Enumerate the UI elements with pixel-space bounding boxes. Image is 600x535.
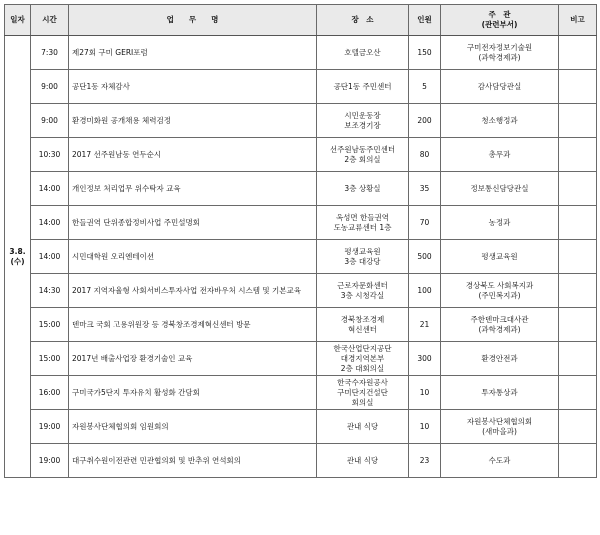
table-row (5, 138, 597, 172)
count-cell: 35 (409, 172, 441, 206)
note-cell (559, 342, 597, 376)
header-title: 업 무 명 (69, 5, 317, 36)
dept-cell (441, 274, 559, 308)
dept-cell (441, 376, 559, 410)
place-cell-line: 3층 대강당 (344, 256, 381, 266)
place-cell (317, 342, 409, 376)
place-cell (317, 376, 409, 410)
dept-cell-line: 감사담당관실 (477, 81, 522, 91)
time-cell: 15:00 (31, 342, 69, 376)
dept-cell-line: 평생교육원 (481, 251, 518, 261)
dept-cell-line: 수도과 (488, 455, 511, 465)
time-cell: 9:00 (31, 70, 69, 104)
date-line2: (수) (10, 256, 25, 266)
place-cell-line: 혁신센터 (348, 324, 377, 334)
table-row (5, 376, 597, 410)
task-cell: 2017 선주원남동 연두순시 (69, 138, 317, 172)
dept-cell-line: 자원봉사단체협의회 (466, 416, 533, 426)
place-cell-line: 대경지역본부 (340, 353, 385, 363)
count-cell: 150 (409, 36, 441, 70)
table-row (5, 308, 597, 342)
table-row (5, 274, 597, 308)
place-cell-line: 구미단지건설단 (337, 387, 388, 397)
time-cell: 19:00 (31, 410, 69, 444)
dept-cell (441, 444, 559, 478)
dept-cell (441, 70, 559, 104)
header-dept-line1: 주 관 (488, 10, 511, 19)
task-cell: 덴마크 국회 고용위원장 등 경북창조경제혁신센터 방문 (69, 308, 317, 342)
note-cell (559, 444, 597, 478)
time-cell: 19:00 (31, 444, 69, 478)
place-cell (317, 444, 409, 478)
place-cell-line: 평생교육원 (344, 246, 381, 256)
time-cell: 14:00 (31, 240, 69, 274)
place-cell-line: 관내 식당 (346, 421, 379, 431)
dept-cell-line: 구미전자정보기술원 (466, 42, 533, 52)
count-cell: 100 (409, 274, 441, 308)
note-cell (559, 70, 597, 104)
task-cell: 한들권역 단위종합정비사업 주민설명회 (69, 206, 317, 240)
place-cell-line: 공단1동 주민센터 (333, 81, 392, 91)
dept-cell (441, 138, 559, 172)
place-cell-line: 한국산업단지공단 (333, 343, 392, 353)
place-cell (317, 410, 409, 444)
table-row (5, 410, 597, 444)
note-cell (559, 240, 597, 274)
place-cell-line: 보조경기장 (344, 120, 381, 130)
place-cell (317, 308, 409, 342)
time-cell: 15:00 (31, 308, 69, 342)
dept-cell-line: 청소행정과 (481, 115, 518, 125)
header-row (5, 5, 597, 36)
header-count: 인원 (409, 5, 441, 36)
place-cell (317, 172, 409, 206)
note-cell (559, 274, 597, 308)
note-cell (559, 104, 597, 138)
schedule-body (5, 36, 597, 478)
place-cell-line: 2층 대회의실 (340, 363, 385, 373)
task-cell: 환경미화원 공개채용 체력검정 (69, 104, 317, 138)
place-cell (317, 274, 409, 308)
task-cell: 구미국가5단지 투자유치 활성화 간담회 (69, 376, 317, 410)
time-cell: 7:30 (31, 36, 69, 70)
dept-cell (441, 308, 559, 342)
dept-cell-line: 주한덴마크대사관 (470, 314, 529, 324)
task-cell: 대구취수원이전관련 민관협의회 및 반추위 연석회의 (69, 444, 317, 478)
task-cell: 제27회 구미 GERI포럼 (69, 36, 317, 70)
task-cell: 공단1동 자체감사 (69, 70, 317, 104)
schedule-table (4, 4, 597, 478)
table-row (5, 104, 597, 138)
task-cell: 자원봉사단체협의회 임원회의 (69, 410, 317, 444)
place-cell-line: 도농교류센터 1층 (333, 222, 392, 232)
dept-cell-line: 총무과 (488, 149, 511, 159)
count-cell: 70 (409, 206, 441, 240)
time-cell: 14:30 (31, 274, 69, 308)
dept-cell-line: 정보통신담당관실 (470, 183, 529, 193)
date-line1: 3.8. (9, 246, 26, 256)
place-cell-line: 한국수자원공사 (337, 377, 388, 387)
place-cell (317, 104, 409, 138)
task-cell: 2017 지역자율형 사회서비스투자사업 전자바우처 시스템 및 기본교육 (69, 274, 317, 308)
header-time: 시간 (31, 5, 69, 36)
dept-cell-line: 경상북도 사회복지과 (465, 280, 534, 290)
count-cell: 10 (409, 410, 441, 444)
table-row (5, 444, 597, 478)
place-cell (317, 70, 409, 104)
dept-cell (441, 342, 559, 376)
table-row (5, 240, 597, 274)
place-cell-line: 2층 회의실 (344, 154, 381, 164)
note-cell (559, 172, 597, 206)
table-row (5, 36, 597, 70)
place-cell (317, 206, 409, 240)
note-cell (559, 410, 597, 444)
date-cell (5, 36, 31, 478)
place-cell-line: 3층 상황실 (344, 183, 381, 193)
table-row (5, 342, 597, 376)
place-cell (317, 36, 409, 70)
note-cell (559, 138, 597, 172)
time-cell: 10:30 (31, 138, 69, 172)
header-dept-line2: (관련부서) (481, 20, 518, 29)
count-cell: 5 (409, 70, 441, 104)
count-cell: 23 (409, 444, 441, 478)
dept-cell (441, 172, 559, 206)
count-cell: 200 (409, 104, 441, 138)
time-cell: 16:00 (31, 376, 69, 410)
header-date: 일자 (5, 5, 31, 36)
place-cell-line: 선주원남동주민센터 (329, 144, 396, 154)
count-cell: 500 (409, 240, 441, 274)
place-cell-line: 시민운동장 (344, 110, 381, 120)
header-note: 비고 (559, 5, 597, 36)
dept-cell (441, 410, 559, 444)
dept-cell-line: 투자통상과 (481, 387, 518, 397)
time-cell: 14:00 (31, 172, 69, 206)
place-cell-line: 관내 식당 (346, 455, 379, 465)
dept-cell-line: (주민복지과) (478, 290, 521, 300)
task-cell: 시민대학원 오리엔테이션 (69, 240, 317, 274)
note-cell (559, 308, 597, 342)
place-cell-line: 옥성면 한들권역 (335, 212, 390, 222)
dept-cell (441, 36, 559, 70)
place-cell-line: 경북창조경제 (340, 314, 385, 324)
dept-cell-line: (과학경제과) (478, 324, 521, 334)
count-cell: 10 (409, 376, 441, 410)
header-dept (441, 5, 559, 36)
place-cell (317, 138, 409, 172)
dept-cell-line: (새마을과) (482, 426, 517, 436)
time-cell: 9:00 (31, 104, 69, 138)
table-row (5, 70, 597, 104)
dept-cell-line: 환경안전과 (481, 353, 518, 363)
note-cell (559, 206, 597, 240)
note-cell (559, 376, 597, 410)
dept-cell (441, 206, 559, 240)
place-cell-line: 호텔금오산 (344, 47, 381, 57)
place-cell-line: 3층 시청각실 (340, 290, 385, 300)
table-row (5, 206, 597, 240)
time-cell: 14:00 (31, 206, 69, 240)
place-cell-line: 근로자문화센터 (337, 280, 388, 290)
header-place: 장 소 (317, 5, 409, 36)
task-cell: 개인정보 처리업무 위수탁자 교육 (69, 172, 317, 206)
dept-cell-line: (과학경제과) (478, 52, 521, 62)
count-cell: 21 (409, 308, 441, 342)
task-cell: 2017년 배출사업장 환경기술인 교육 (69, 342, 317, 376)
table-row (5, 172, 597, 206)
dept-cell-line: 농정과 (488, 217, 511, 227)
place-cell (317, 240, 409, 274)
count-cell: 80 (409, 138, 441, 172)
place-cell-line: 회의실 (351, 397, 374, 407)
dept-cell (441, 104, 559, 138)
dept-cell (441, 240, 559, 274)
note-cell (559, 36, 597, 70)
count-cell: 300 (409, 342, 441, 376)
